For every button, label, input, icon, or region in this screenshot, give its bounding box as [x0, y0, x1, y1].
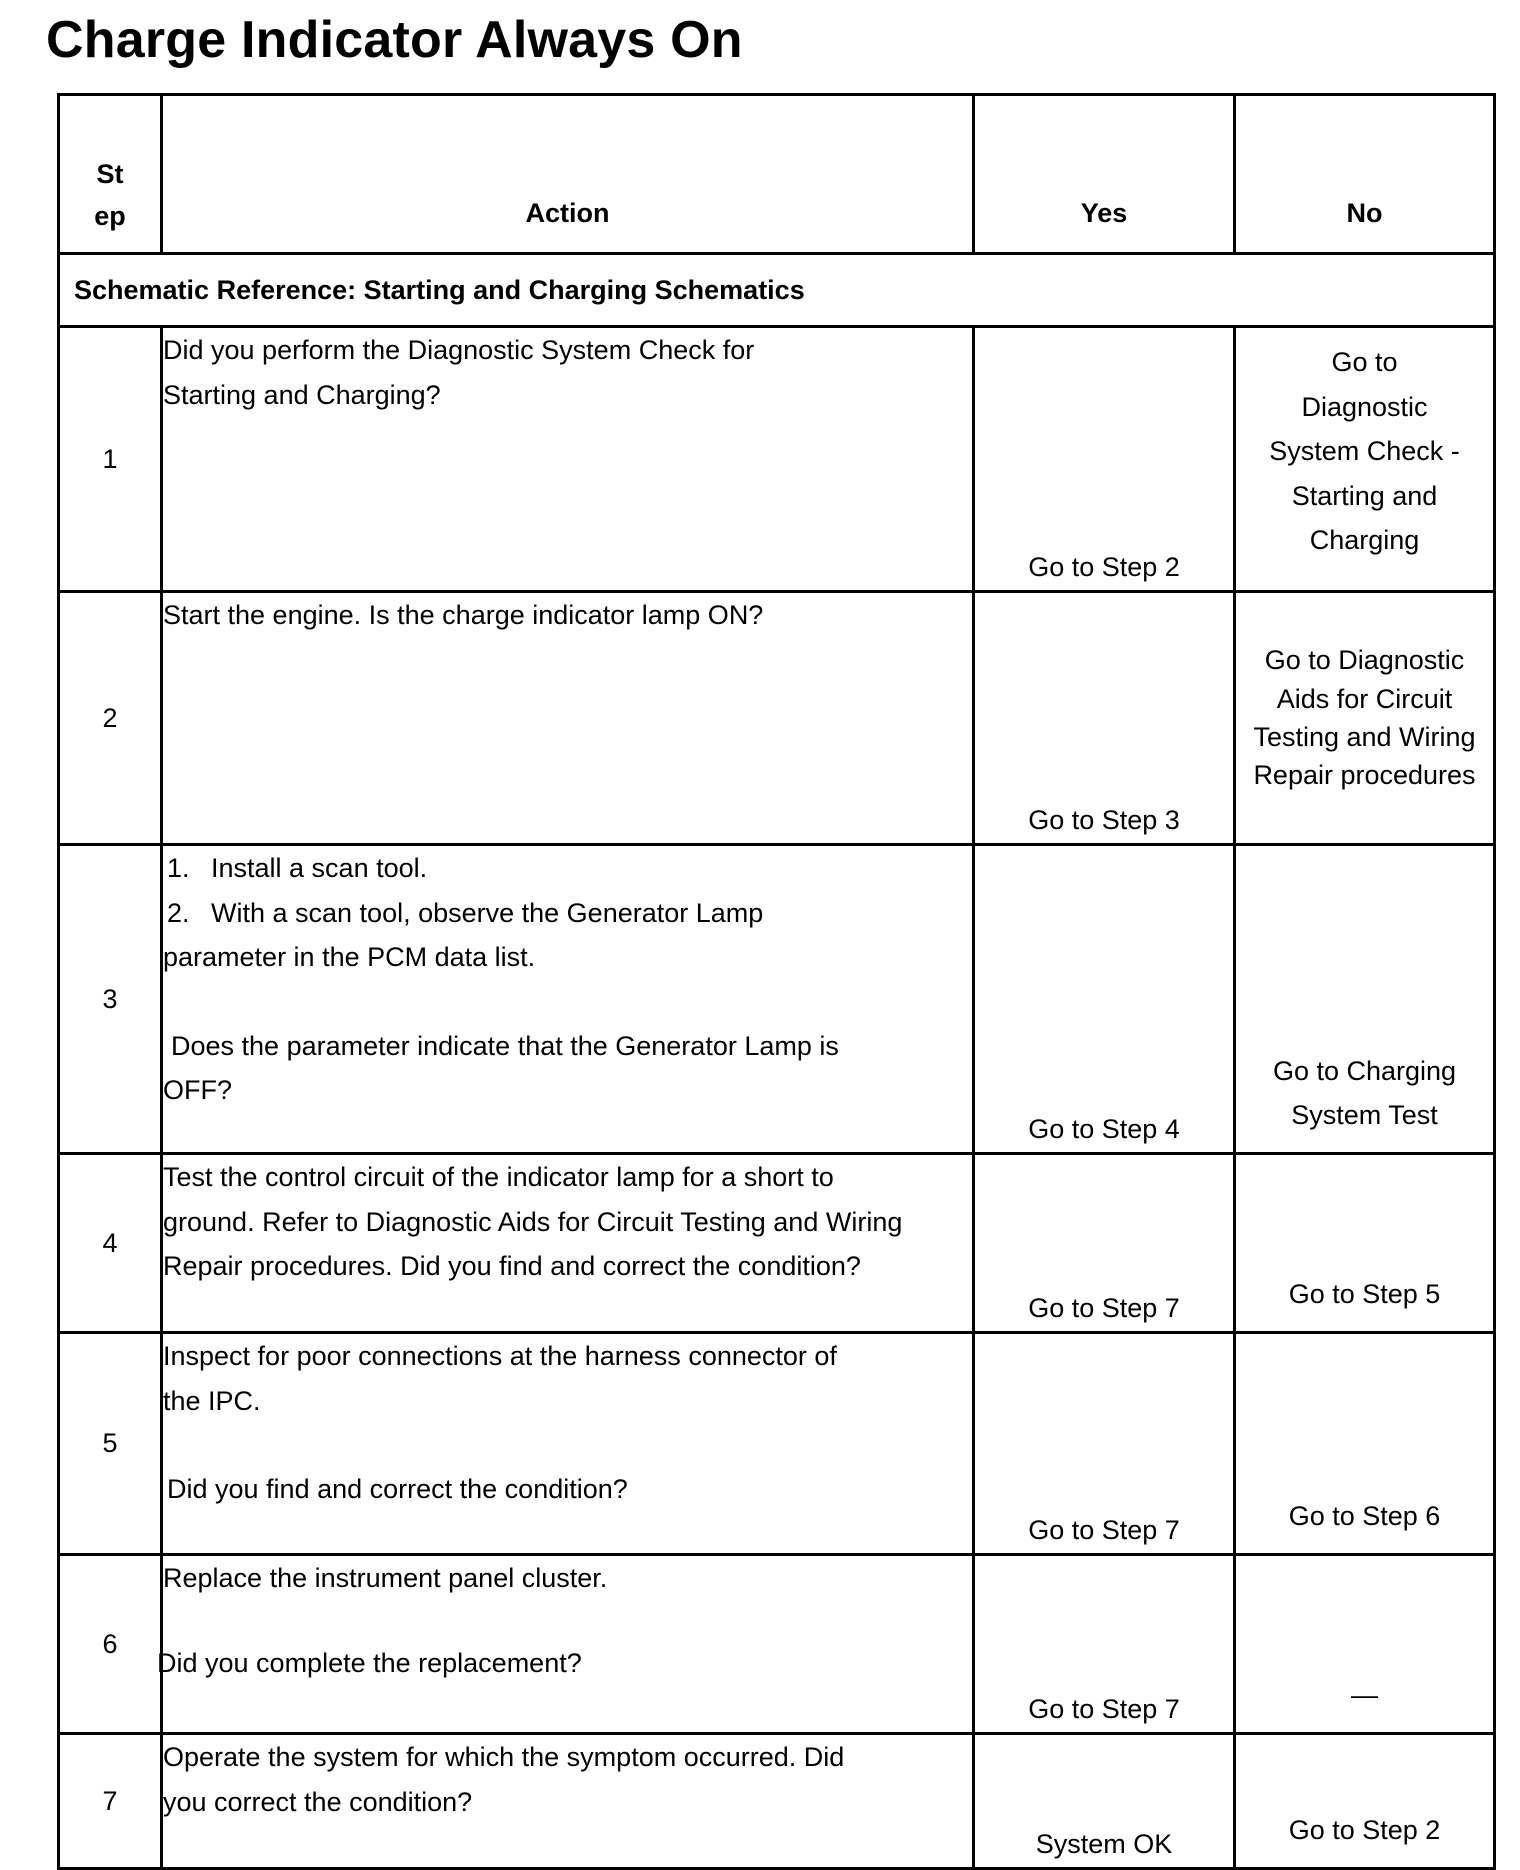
step-number: 4 [59, 1154, 162, 1333]
action-cell: Inspect for poor connections at the harness connector of the IPC. Did you find and correct the condition? [162, 1333, 974, 1555]
step-number: 5 [59, 1333, 162, 1555]
step-number: 7 [59, 1734, 162, 1869]
list-item: 1. Install a scan tool. [167, 853, 428, 883]
table-header-row [59, 95, 1495, 254]
yes-cell: Go to Step 7 [974, 1154, 1235, 1333]
no-cell: Go to Step 6 [1235, 1333, 1495, 1555]
schematic-reference-row [59, 254, 1495, 327]
yes-cell: Go to Step 3 [974, 592, 1235, 845]
yes-cell: Go to Step 4 [974, 845, 1235, 1154]
no-cell: — [1235, 1555, 1495, 1734]
action-cell: Replace the instrument panel cluster. Did you complete the replacement? [162, 1555, 974, 1734]
yes-cell: Go to Step 7 [974, 1333, 1235, 1555]
yes-cell: Go to Step 2 [974, 327, 1235, 592]
step-number: 6 [59, 1555, 162, 1734]
table-row [59, 845, 1495, 1154]
no-cell: Go to Diagnostic Aids for Circuit Testing and Wiring Repair procedures [1235, 592, 1495, 845]
action-cell: Operate the system for which the symptom occurred. Did you correct the condition? [162, 1734, 974, 1869]
step-column-header: St ep [59, 95, 162, 254]
schematic-reference: Schematic Reference: Starting and Charging Schematics [59, 254, 1495, 327]
table-row [59, 1734, 1495, 1869]
table-row [59, 1333, 1495, 1555]
table-row [59, 1154, 1495, 1333]
yes-cell: System OK [974, 1734, 1235, 1869]
action-cell: Start the engine. Is the charge indicator lamp ON? [162, 592, 974, 845]
list-item: 2. With a scan tool, observe the Generator Lamp [167, 897, 764, 928]
step-number: 1 [59, 327, 162, 592]
page-title: Charge Indicator Always On [46, 11, 743, 69]
table-row [59, 592, 1495, 845]
no-cell: Go to Step 5 [1235, 1154, 1495, 1333]
diagnostic-table [57, 93, 1496, 1870]
action-column-header: Action [162, 95, 974, 254]
table-row [59, 1555, 1495, 1734]
action-cell: Test the control circuit of the indicator lamp for a short to ground. Refer to Diagnostic Aids for Circuit Testing and Wiring Repair procedures. Did you find and correct the condition? [162, 1154, 974, 1333]
step-number: 3 [59, 845, 162, 1154]
yes-column-header: Yes [974, 95, 1235, 254]
action-cell: Did you perform the Diagnostic System Check for Starting and Charging? [162, 327, 974, 592]
action-cell: 1. Install a scan tool. 2. With a scan tool, observe the Generator Lamp parameter in the PCM data list. Does the parameter indicate that the Generator Lamp is OFF? [162, 845, 974, 1154]
no-column-header: No [1235, 95, 1495, 254]
no-cell: Go to Step 2 [1235, 1734, 1495, 1869]
table-row [59, 327, 1495, 592]
step-number: 2 [59, 592, 162, 845]
no-cell: Go to Charging System Test [1235, 845, 1495, 1154]
yes-cell: Go to Step 7 [974, 1555, 1235, 1734]
no-cell: Go to Diagnostic System Check - Starting and Charging [1235, 327, 1495, 592]
